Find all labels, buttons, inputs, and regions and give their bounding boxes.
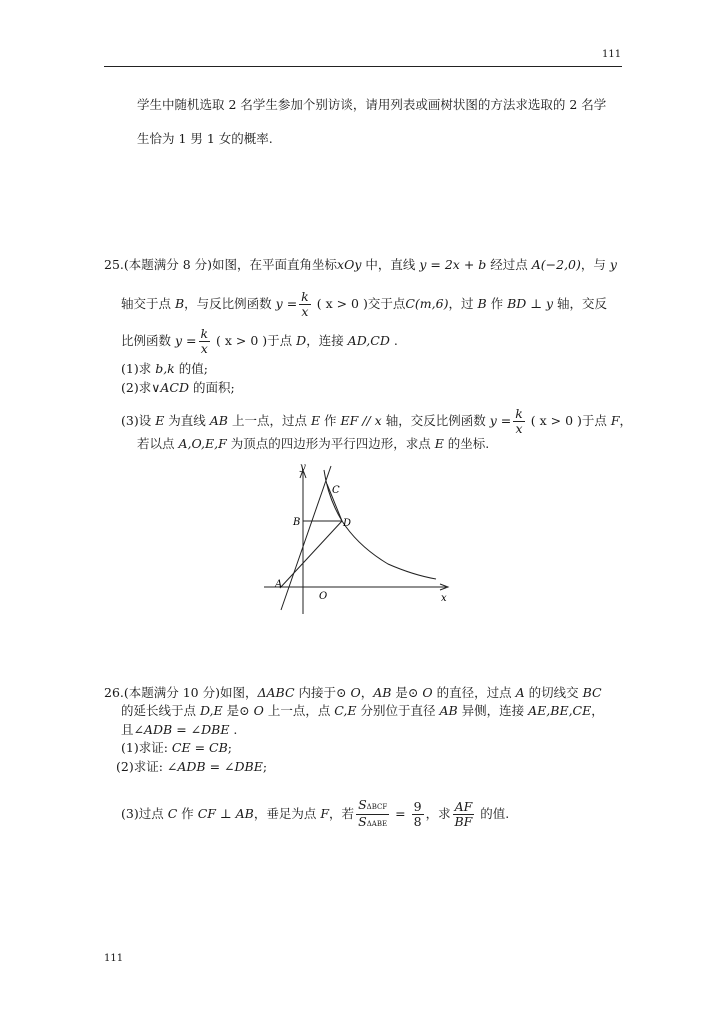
q25-text: 上一点，过点: [227, 413, 311, 428]
q25-math: D: [296, 333, 307, 348]
q26-text: ，: [591, 703, 604, 718]
q26-text: 26.(本题满分 10 分)如图，: [104, 685, 258, 700]
q25-math: C(m,6): [405, 296, 449, 311]
q26-text: ，求: [425, 806, 451, 821]
q26-part-2: [116, 759, 267, 775]
label-a: A: [275, 579, 283, 590]
q25-math: EF // x: [340, 413, 382, 428]
q25-math: y =: [174, 333, 197, 348]
q26-text: 的直径，过点: [432, 685, 516, 700]
q25-math: B: [174, 296, 185, 311]
label-y: y: [300, 462, 306, 473]
q25-text: 中，直线: [361, 257, 420, 272]
q25-math: AD,CD: [347, 333, 390, 348]
q26-math: D,E: [199, 703, 223, 718]
q26-text: 上一点，点: [263, 703, 335, 718]
q25-math: xOy: [337, 257, 362, 272]
q26-text: (2)求证:: [116, 759, 167, 774]
q25-math: AB: [209, 413, 228, 428]
q26-math: ∠ADB = ∠DBE: [166, 759, 263, 774]
q26-math: AB: [439, 703, 458, 718]
q26-math: CF ⊥ AB: [197, 806, 254, 821]
q26-part-3: [121, 798, 509, 831]
q25-text: 作: [486, 296, 508, 311]
q25-text: ( x > 0 )于点: [212, 333, 297, 348]
q25-text: 的坐标.: [443, 436, 490, 451]
q25-text: 的值;: [174, 361, 208, 376]
q25-line-1: [104, 257, 617, 273]
q26-text: 作: [177, 806, 198, 821]
label-b: B: [293, 517, 301, 528]
q25-math: ACD: [160, 380, 189, 395]
q25-text: ，: [619, 413, 633, 428]
q25-part-1: [121, 361, 208, 377]
q26-text: 内接于⊙: [294, 685, 351, 700]
q26-text: ;: [262, 759, 268, 774]
q26-text: =: [391, 806, 410, 821]
q25-text: 轴，交反比例函数: [381, 413, 490, 428]
q25-line-3: [121, 327, 398, 356]
q26-text: 且: [121, 722, 134, 737]
q26-text: 的切线交: [524, 685, 583, 700]
label-c: C: [332, 485, 340, 496]
q25-text: ( x > 0 )交于点: [312, 296, 406, 311]
q26-math: O: [350, 685, 361, 700]
q25-math: F: [610, 413, 620, 428]
q25-math: A(−2,0): [531, 257, 581, 272]
fraction-k-over-x: $\frac{k}{x}$: [200, 326, 209, 356]
q25-text: ，与: [580, 257, 610, 272]
line-ab: [281, 466, 331, 610]
q26-math: O: [253, 703, 264, 718]
q26-math: CE = CB: [171, 740, 228, 755]
q25-text: ( x > 0 )于点: [526, 413, 611, 428]
fraction-area-ratio: $\frac{\text{SΔBCF}}{\text{SΔABE}}$: [358, 797, 388, 829]
hyperbola-curve: [324, 470, 436, 579]
q26-math: BC: [582, 685, 602, 700]
fraction-k-over-x: $\frac{k}{x}$: [515, 406, 523, 436]
fraction-k-over-x: $\frac{k}{x}$: [301, 289, 309, 319]
q25-part-3-cont: [137, 436, 489, 452]
q25-math: B: [477, 296, 487, 311]
q26-text: 的延长线于点: [121, 703, 200, 718]
q25-math: y =: [275, 296, 298, 311]
q25-math: b,k: [155, 361, 175, 376]
top-line-1: 学生中随机选取 2 名学生参加个别访谈，请用列表或画树状图的方法求选取的 2 名学: [137, 97, 607, 112]
segment-ad: [280, 521, 342, 588]
q26-text: ，: [360, 685, 374, 700]
q26-line-3: [121, 722, 237, 738]
q25-text: (2)求∨: [121, 380, 161, 395]
q25-text: (3)设: [121, 413, 156, 428]
q26-math: C,E: [334, 703, 357, 718]
q25-math: y: [609, 257, 617, 272]
q26-math: AB: [373, 685, 392, 700]
q25-math: A,O,E,F: [178, 436, 227, 451]
q25-math: E: [310, 413, 321, 428]
q26-line-1: [104, 685, 602, 701]
q25-text: ，与反比例函数: [184, 296, 276, 311]
q25-text: 作: [320, 413, 341, 428]
q26-math: A: [515, 685, 525, 700]
q26-text: 的值.: [476, 806, 510, 821]
q25-text: 为直线: [164, 413, 210, 428]
q25-text: 经过点: [486, 257, 532, 272]
q26-text: (1)求证:: [121, 740, 172, 755]
q25-text: ，连接: [306, 333, 348, 348]
label-d: D: [343, 518, 352, 529]
header-rule: [104, 66, 622, 67]
q25-math: E: [155, 413, 165, 428]
q25-text: 轴，交反: [553, 296, 608, 311]
q26-text: ，垂足为点: [253, 806, 321, 821]
q25-math: y =: [489, 413, 512, 428]
q25-line-2: [121, 290, 607, 319]
q25-text: 轴交于点: [121, 296, 175, 311]
header-page-number: 111: [602, 49, 622, 60]
q25-part-3: [121, 407, 632, 436]
q26-math: F: [320, 806, 330, 821]
q26-math: ΔABC: [257, 685, 295, 700]
top-line-2: 生恰为 1 男 1 女的概率.: [137, 131, 273, 146]
q25-figure: [258, 458, 458, 618]
label-x: x: [441, 593, 447, 604]
q26-text: 是⊙: [391, 685, 423, 700]
q26-text: ;: [227, 740, 232, 755]
q25-text: 的面积;: [188, 380, 235, 395]
q25-math: BD ⊥ y: [507, 296, 554, 311]
q25-text: ，过: [448, 296, 478, 311]
q25-math: E: [434, 436, 444, 451]
q26-text: 异侧，连接: [457, 703, 529, 718]
label-o: O: [319, 591, 328, 602]
q25-text: (1)求: [121, 361, 156, 376]
q25-text: 比例函数: [121, 333, 175, 348]
q25-math: y = 2x + b: [419, 257, 487, 272]
footer-page-number: 111: [104, 953, 124, 964]
q25-text: 25.(本题满分 8 分)如图，在平面直角坐标: [104, 257, 338, 272]
q25-part-2: [121, 380, 235, 396]
q26-part-1: [121, 740, 232, 756]
q26-text: 是⊙: [222, 703, 254, 718]
q26-math: O: [422, 685, 433, 700]
fraction-9-over-8: $\frac{9}{8}$: [413, 799, 422, 829]
q26-line-2: [121, 703, 604, 719]
q26-math: C: [167, 806, 178, 821]
q26-text: (3)过点: [121, 806, 168, 821]
q26-text: .: [229, 722, 238, 737]
q25-text: 为顶点的四边形为平行四边形，求点: [226, 436, 435, 451]
q25-text: .: [389, 333, 398, 348]
q26-text: ，若: [329, 806, 355, 821]
q25-text: 若以点: [137, 436, 179, 451]
q26-math: AE,BE,CE: [528, 703, 592, 718]
fraction-af-over-bf: $\frac{AF}{BF}$: [454, 799, 473, 829]
q26-math: ∠ADB = ∠DBE: [133, 722, 230, 737]
q26-text: 分别位于直径: [356, 703, 440, 718]
